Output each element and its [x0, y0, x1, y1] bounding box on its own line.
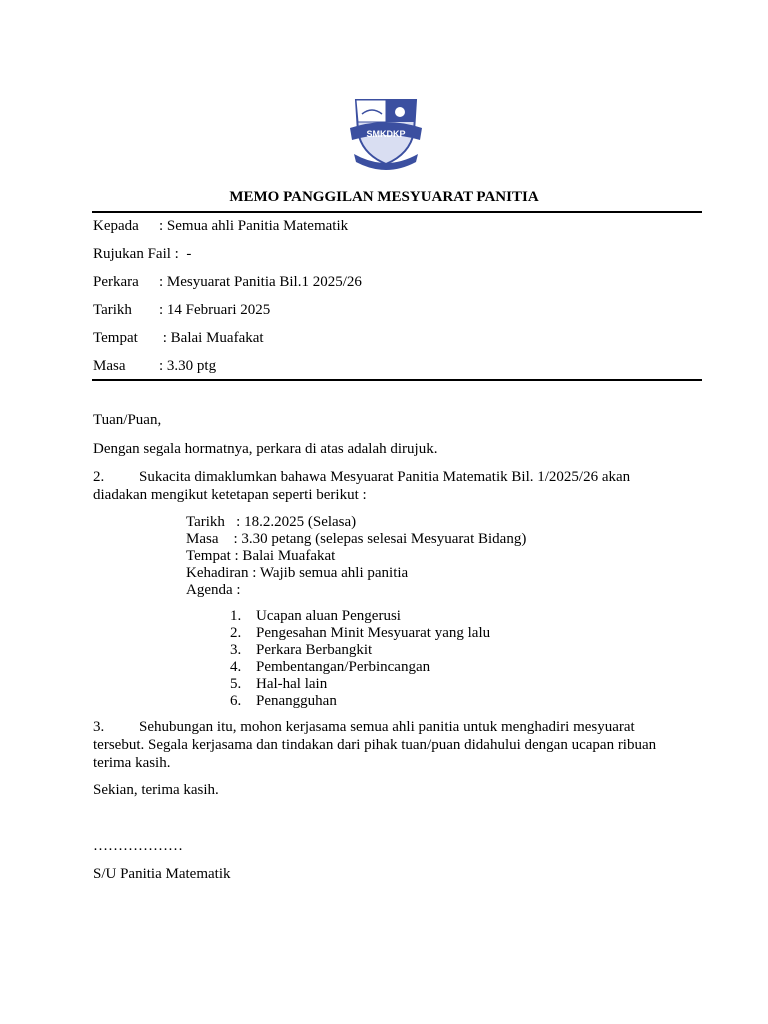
- detail-kehadiran: Kehadiran : Wajib semua ahli panitia: [186, 565, 409, 581]
- header-value: -: [178, 246, 192, 262]
- agenda-list: [230, 608, 490, 710]
- detail-tempat: Tempat : Balai Muafakat: [186, 548, 336, 564]
- header-value: : Semua ahli Panitia Matematik: [159, 218, 349, 234]
- agenda-text: Penangguhan: [256, 693, 337, 709]
- header-value: : 14 Februari 2025: [159, 302, 271, 318]
- header-value: : Balai Muafakat: [159, 330, 264, 346]
- agenda-number: 1.: [230, 608, 242, 624]
- header-row-kepada: [93, 216, 348, 236]
- salutation: Tuan/Puan,: [93, 412, 162, 428]
- paragraph-text: Sukacita dimaklumkan bahawa Mesyuarat Panitia Matematik Bil. 1/2025/26 akan diadakan mengikut ketetapan seperti berikut :: [93, 469, 631, 503]
- paragraph-2: [93, 468, 663, 504]
- agenda-text: Perkara Berbangkit: [256, 642, 373, 658]
- agenda-number: 5.: [230, 676, 242, 692]
- agenda-item: [230, 693, 490, 710]
- agenda-text: Ucapan aluan Pengerusi: [256, 608, 401, 624]
- signatory-title: S/U Panitia Matematik: [93, 866, 231, 882]
- header-row-perkara: [93, 272, 362, 292]
- agenda-text: Pembentangan/Perbincangan: [256, 659, 431, 675]
- memo-title: MEMO PANGGILAN MESYUARAT PANITIA: [229, 189, 539, 205]
- paragraph-text: Sehubungan itu, mohon kerjasama semua ahli panitia untuk menghadiri mesyuarat tersebut. Segala kerjasama dan tindakan dari pihak tuan/puan didahului dengan ucapan ribuan terima kasih.: [93, 719, 657, 771]
- closing-text: Sekian, terima kasih.: [93, 782, 219, 798]
- header-row-rujukan: [93, 244, 191, 264]
- agenda-number: 2.: [230, 625, 242, 641]
- school-crest-logo: [348, 92, 424, 170]
- agenda-item: [230, 642, 490, 659]
- header-value: : 3.30 ptg: [159, 358, 217, 374]
- agenda-item: [230, 659, 490, 676]
- header-label: Rujukan Fail :: [93, 246, 179, 262]
- agenda-number: 4.: [230, 659, 242, 675]
- detail-tarikh: Tarikh : 18.2.2025 (Selasa): [186, 514, 357, 530]
- paragraph-3: [93, 718, 663, 772]
- agenda-item: [230, 676, 490, 693]
- header-label: Perkara: [93, 274, 139, 290]
- agenda-number: 6.: [230, 693, 242, 709]
- header-row-tarikh: [93, 300, 270, 320]
- detail-masa: Masa : 3.30 petang (selepas selesai Mesyuarat Bidang): [186, 531, 527, 547]
- signature-line: ………………: [93, 838, 183, 854]
- meeting-details: [186, 514, 526, 599]
- svg-text:SMKDKP: SMKDKP: [366, 129, 406, 139]
- intro-paragraph: Dengan segala hormatnya, perkara di atas adalah dirujuk.: [93, 441, 438, 457]
- agenda-text: Hal-hal lain: [256, 676, 328, 692]
- agenda-item: [230, 608, 490, 625]
- agenda-text: Pengesahan Minit Mesyuarat yang lalu: [256, 625, 491, 641]
- agenda-number: 3.: [230, 642, 242, 658]
- header-row-tempat: [93, 328, 264, 348]
- header-label: Masa: [93, 358, 126, 374]
- header-row-masa: [93, 356, 216, 376]
- header-label: Kepada: [93, 218, 139, 234]
- paragraph-number: 2.: [93, 469, 105, 485]
- header-value: : Mesyuarat Panitia Bil.1 2025/26: [159, 274, 362, 290]
- header-bottom-rule: [92, 379, 702, 381]
- agenda-item: [230, 625, 490, 642]
- paragraph-number: 3.: [93, 719, 105, 735]
- header-label: Tarikh: [93, 302, 132, 318]
- header-label: Tempat: [93, 330, 138, 346]
- detail-agenda-label: Agenda :: [186, 582, 241, 598]
- header-top-rule: [92, 211, 702, 213]
